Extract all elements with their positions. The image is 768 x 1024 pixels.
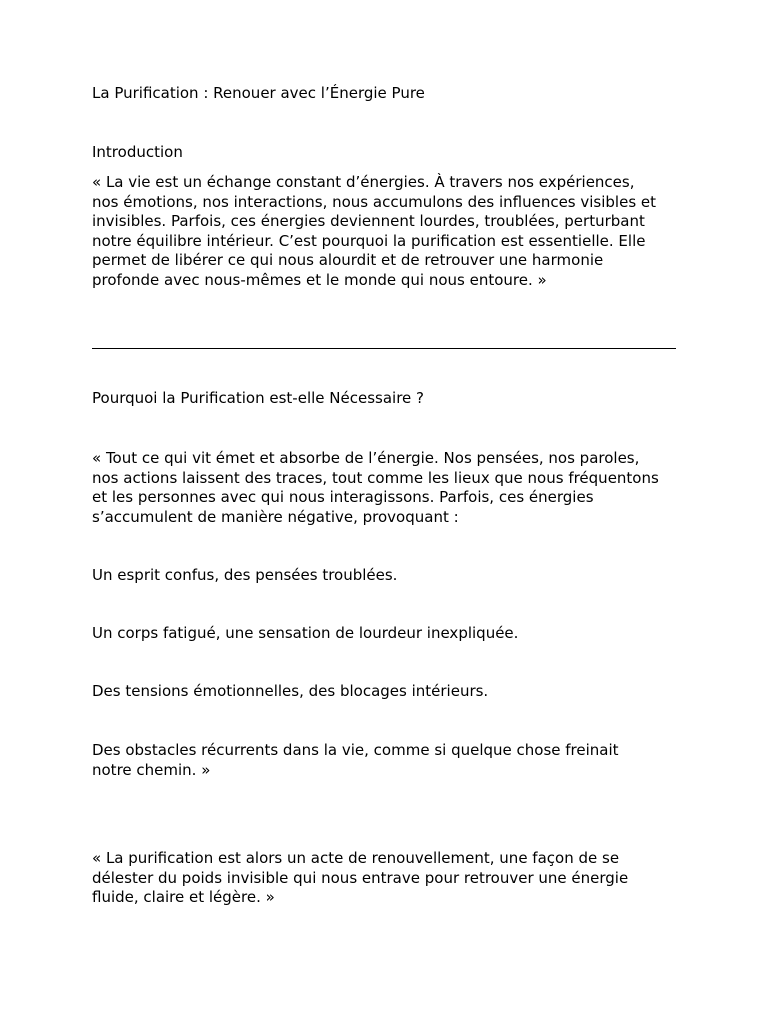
horizontal-divider bbox=[92, 348, 676, 349]
document-title: La Purification : Renouer avec l’Énergie Pure bbox=[92, 84, 425, 102]
closing-paragraph: « La purification est alors un acte de renouvellement, une façon de se délester du poids invisible qui nous entrave pour retrouver une énergie fluide, claire et légère. » bbox=[92, 849, 629, 906]
list-item: Un corps fatigué, une sensation de lourdeur inexpliquée. bbox=[92, 624, 519, 642]
intro-heading: Introduction bbox=[92, 143, 183, 161]
section-heading: Pourquoi la Purification est-elle Nécessaire ? bbox=[92, 389, 424, 407]
list-item: Des obstacles récurrents dans la vie, comme si quelque chose freinait notre chemin. » bbox=[92, 741, 619, 779]
list-item: Un esprit confus, des pensées troublées. bbox=[92, 566, 398, 584]
section-paragraph: « Tout ce qui vit émet et absorbe de l’énergie. Nos pensées, nos paroles, nos actions laissent des traces, tout comme les lieux que nous fréquentons et les personnes avec qui nous interagissons. Parfois, ces énergies s’accumulent de manière négative, provoquant : bbox=[92, 449, 659, 526]
intro-paragraph: « La vie est un échange constant d’énergies. À travers nos expériences, nos émotions, nos interactions, nous accumulons des influences visibles et invisibles. Parfois, ces énergies deviennent lourdes, troublées, perturbant notre équilibre intérieur. C’est pourquoi la purification est essentielle. Elle permet de libérer ce qui nous alourdit et de retrouver une harmonie profonde avec nous-mêmes et le monde qui nous entoure. » bbox=[92, 173, 657, 289]
list-item: Des tensions émotionnelles, des blocages intérieurs. bbox=[92, 682, 489, 700]
